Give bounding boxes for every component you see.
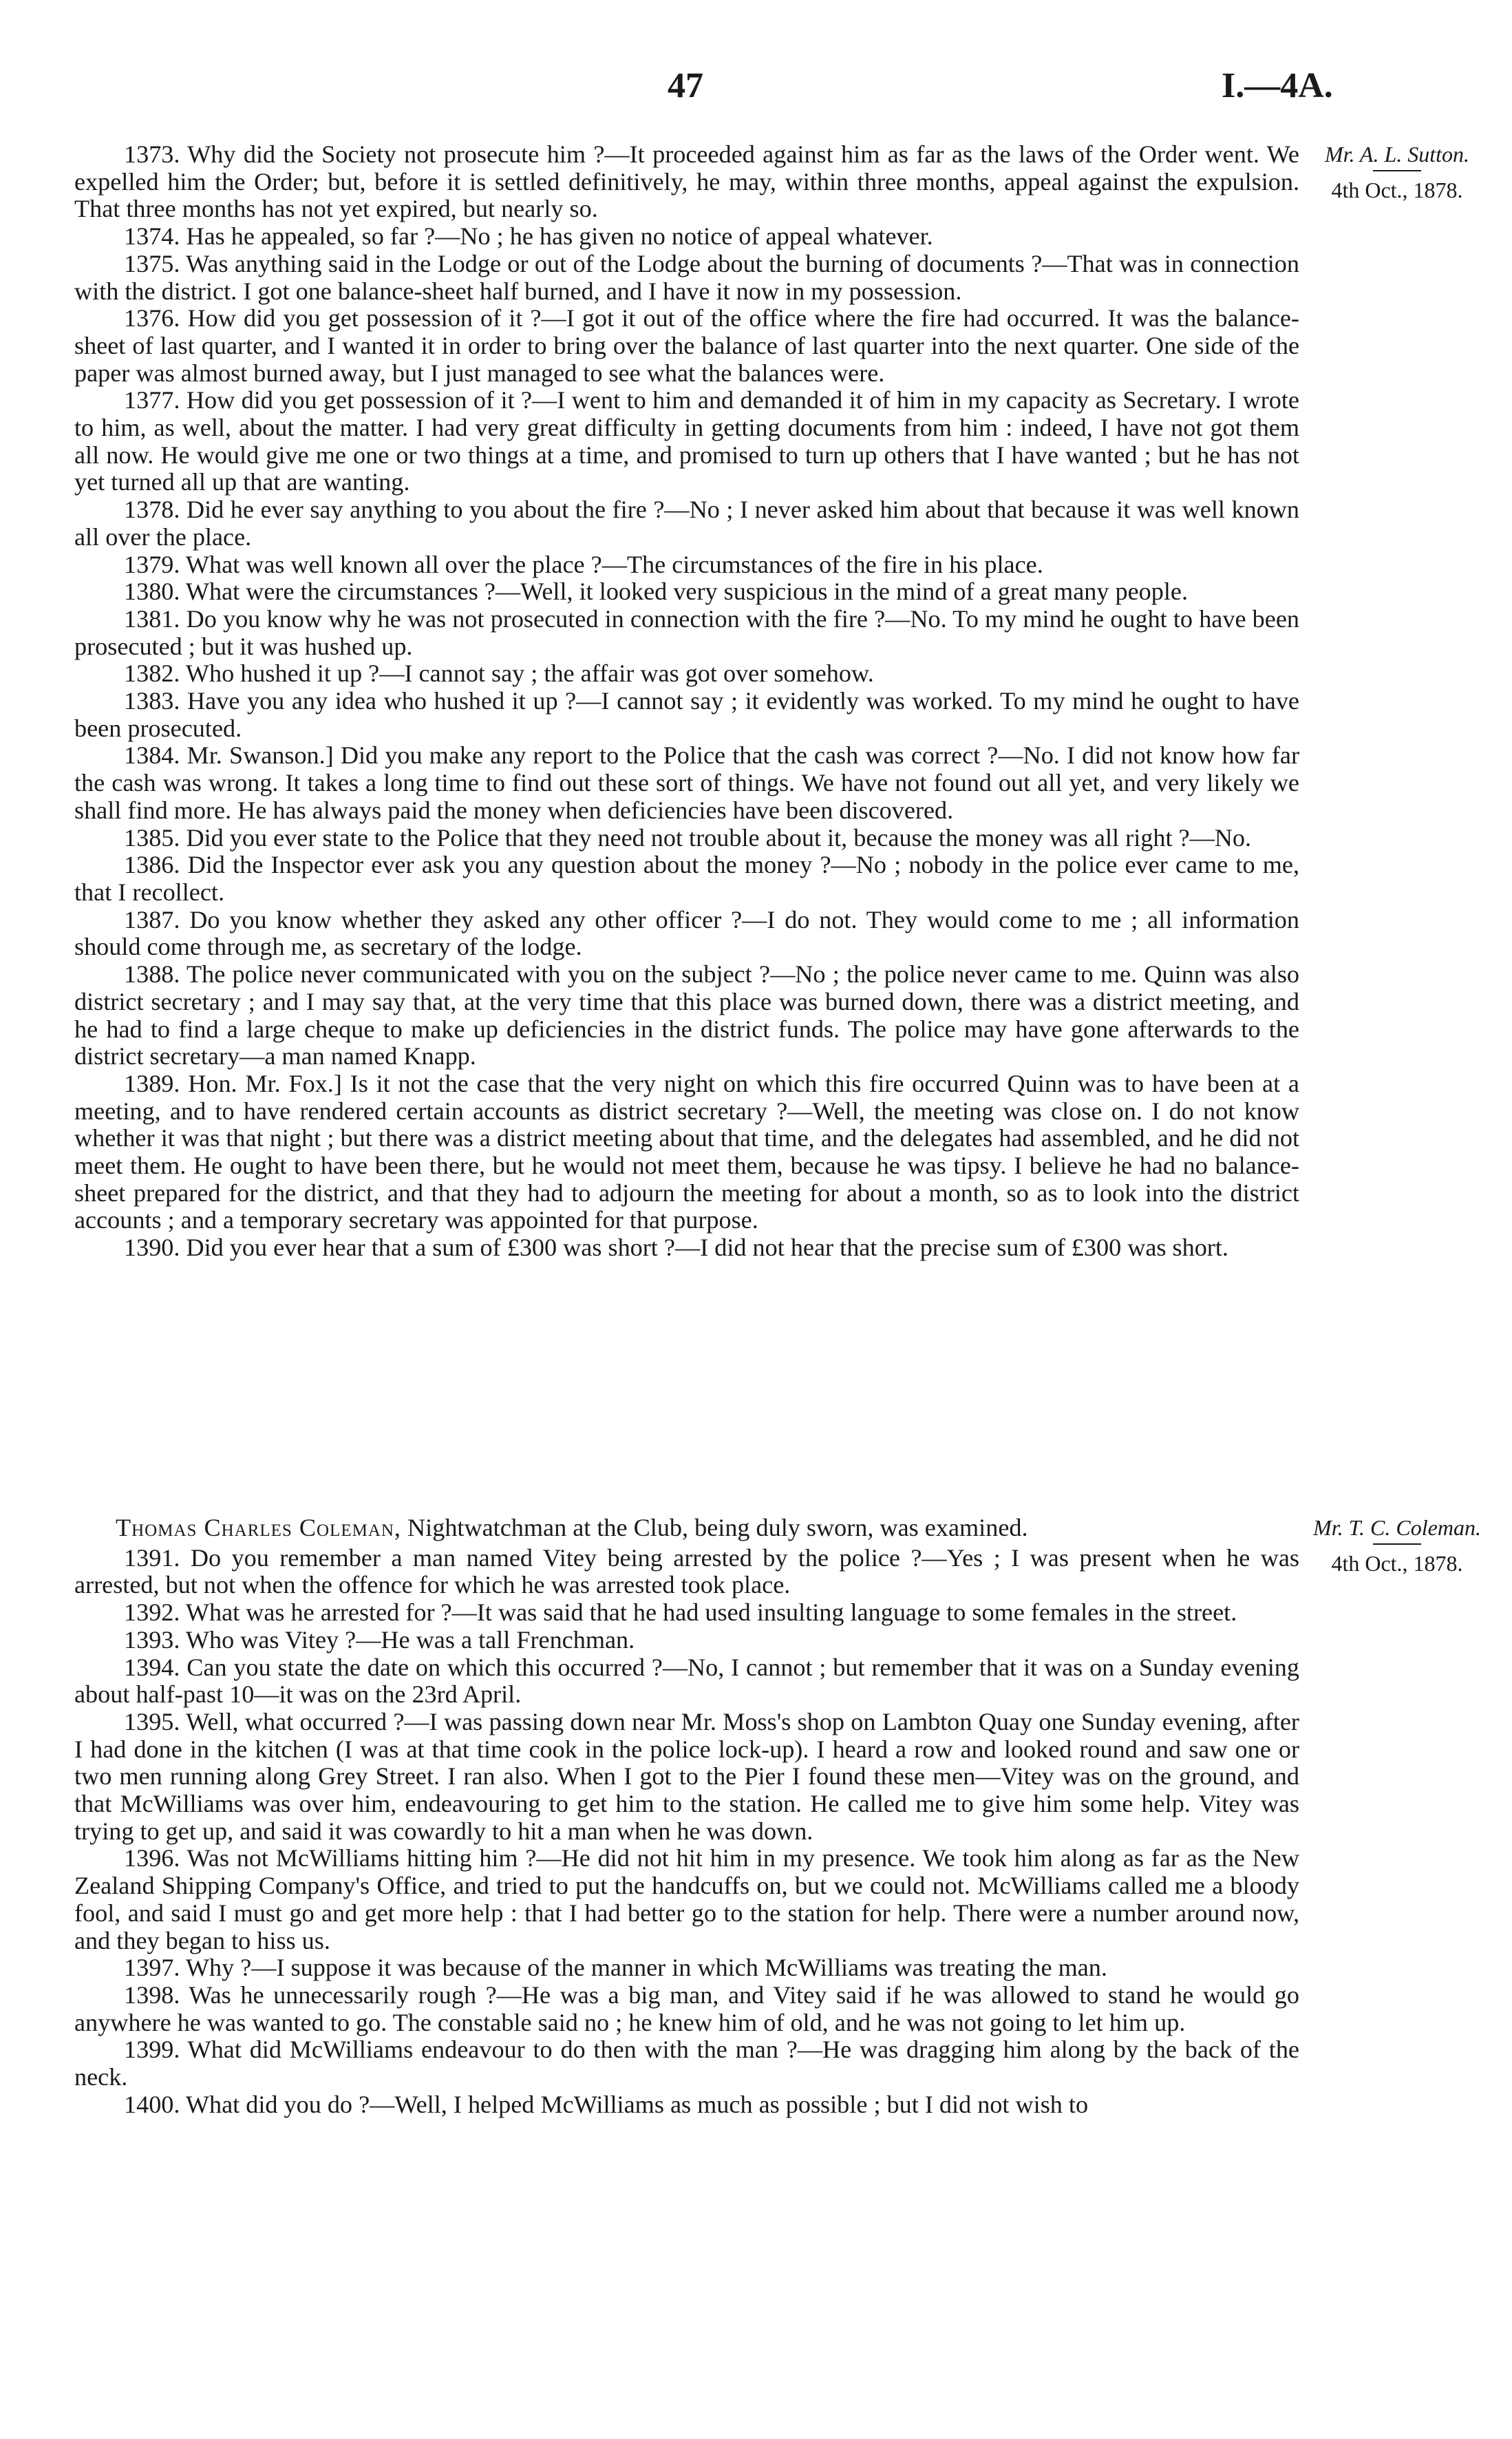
- question-1393: 1393. Who was Vitey ?—He was a tall Frenchman.: [124, 1625, 635, 1654]
- witness-intro-text: Nightwatchman at the Club, being duly sworn, was examined.: [407, 1514, 1028, 1541]
- question-1379: 1379. What was well known all over the place ?—The circumstances of the fire in his place.: [124, 550, 1043, 578]
- margin-note-witness-1: [1294, 141, 1500, 203]
- question-1394: 1394. Can you state the date on which this occurred ?—No, I cannot ; but remember that it was on a Sunday evening about half-past 10—it was on the 23rd April.: [74, 1653, 1299, 1709]
- question-1387: 1387. Do you know whether they asked any other officer ?—I do not. They would come to me ; all information should come through me, as secretary of the lodge.: [74, 905, 1299, 961]
- question-1378: 1378. Did he ever say anything to you about the fire ?—No ; I never asked him about that because it was well known all over the place.: [74, 496, 1299, 551]
- question-1381: 1381. Do you know why he was not prosecuted in connection with the fire ?—No. To my mind he ought to have been prosecuted ; but it was hushed up.: [74, 604, 1299, 660]
- margin-note-name: Mr. T. C. Coleman.: [1313, 1515, 1481, 1540]
- question-1380: 1380. What were the circumstances ?—Well, it looked very suspicious in the mind of a great many people.: [124, 578, 1189, 606]
- margin-note-date: 4th Oct., 1878.: [1331, 178, 1463, 202]
- page-header: [0, 65, 1512, 114]
- question-1377: 1377. How did you get possession of it ?—I went to him and demanded it of him in my capacity as Secretary. I wrote to him, as well, about the matter. I had very great difficulty in getting documents from him : indeed, I have not got them all now. He would give me one or two things at a time, and promised to turn up others that I have wanted ; but he has not yet turned all up that are wanting.: [74, 386, 1299, 496]
- question-1390: 1390. Did you ever hear that a sum of £300 was short ?—I did not hear that the precise sum of £300 was short.: [124, 1234, 1228, 1262]
- question-1397: 1397. Why ?—I suppose it was because of the manner in which McWilliams was treating the man.: [124, 1954, 1107, 1982]
- question-1399: 1399. What did McWilliams endeavour to do then with the man ?—He was dragging him along by the back of the neck.: [74, 2036, 1299, 2091]
- margin-note-name: Mr. A. L. Sutton.: [1324, 142, 1470, 167]
- question-1374: 1374. Has he appealed, so far ?—No ; he has given no notice of appeal whatever.: [124, 222, 933, 251]
- testimony-section-coleman: [74, 1514, 1299, 2118]
- question-1392: 1392. What was he arrested for ?—It was said that he had used insulting language to some females in the street.: [124, 1598, 1237, 1627]
- question-1400: 1400. What did you do ?—Well, I helped McWilliams as much as possible ; but I did not wish to: [124, 2090, 1089, 2118]
- question-1375: 1375. Was anything said in the Lodge or out of the Lodge about the burning of documents ?—That was in connection with the district. I got one balance-sheet half burned, and I have it now in my possession.: [74, 249, 1299, 305]
- question-1383: 1383. Have you any idea who hushed it up ?—I cannot say ; it evidently was worked. To my mind he ought to have been prosecuted.: [74, 687, 1299, 742]
- question-1388: 1388. The police never communicated with you on the subject ?—No ; the police never came to me. Quinn was also district secretary ; and I may say that, at the very time that this place was burned down, there was a district meeting, and he had to find a large cheque to make up deficiencies in the district funds. The police may have gone afterwards to the district secretary—a man named Knapp.: [74, 960, 1299, 1070]
- page-number: 47: [668, 66, 703, 105]
- question-1373: 1373. Why did the Society not prosecute him ?—It proceeded against him as far as the laws of the Order went. We expelled him the Order; but, before it is settled definitively, he may, within three months, appeal against the expulsion. That three months has not yet expired, but nearly so.: [74, 140, 1299, 223]
- testimony-section-sutton: [74, 141, 1299, 1262]
- question-1396: 1396. Was not McWilliams hitting him ?—He did not hit him in my presence. We took him along as far as the New Zealand Shipping Company's Office, and tried to put the handcuffs on, but we could not. McWilliams called me a bloody fool, and said I must go and get more help : that I had better go to the station for help. There were a number around now, and they began to hiss us.: [74, 1844, 1299, 1954]
- question-1385: 1385. Did you ever state to the Police that they need not trouble about it, because the money was all right ?—No.: [124, 823, 1252, 852]
- margin-note-rule: [1373, 1543, 1421, 1545]
- question-1398: 1398. Was he unnecessarily rough ?—He was a big man, and Vitey said if he was allowed to stand he would go anywhere he was wanted to go. The constable said no ; he knew him of old, and he was not going to let him up.: [74, 1981, 1299, 2036]
- margin-note-rule: [1373, 170, 1421, 171]
- question-1386: 1386. Did the Inspector ever ask you any question about the money ?—No ; nobody in the police ever came to me, that I recollect.: [74, 851, 1299, 906]
- witness-name: Thomas Charles Coleman,: [116, 1514, 401, 1541]
- question-1391: 1391. Do you remember a man named Vitey being arrested by the police ?—Yes ; I was present when he was arrested, but not when the offence for which he was arrested took place.: [74, 1543, 1299, 1599]
- question-1389: 1389. Hon. Mr. Fox.] Is it not the case that the very night on which this fire occurred Quinn was to have been at a meeting, and to have rendered certain accounts as district secretary ?—Well, the meeting was close on. I do not know whether it was that night ; but there was a district meeting about that time, and the delegates had assembled, and he did not meet them. He ought to have been there, but he would not meet them, because he was tipsy. I believe he had no balance-sheet prepared for the district, and that they had to adjourn the meeting for about a month, so as to look into the district accounts ; and a temporary secretary was appointed for that purpose.: [74, 1069, 1299, 1234]
- series-reference: I.—4A.: [1222, 66, 1333, 105]
- witness-introduction: [74, 1514, 1299, 1542]
- question-1395: 1395. Well, what occurred ?—I was passing down near Mr. Moss's shop on Lambton Quay one Sunday evening, after I had done in the kitchen (I was at that time cook in the police lock-up). I heard a row and looked round and saw one or two men running along Grey Street. I ran also. When I got to the Pier I found these men—Vitey was on the ground, and that McWilliams was over him, endeavouring to get him to the station. He called me to give him some help. Vitey was trying to get up, and said it was cowardly to hit a man when he was down.: [74, 1707, 1299, 1845]
- margin-note-date: 4th Oct., 1878.: [1331, 1551, 1463, 1576]
- margin-note-witness-2: [1294, 1514, 1500, 1576]
- question-1382: 1382. Who hushed it up ?—I cannot say ; the affair was got over somehow.: [124, 659, 874, 688]
- question-1384: 1384. Mr. Swanson.] Did you make any report to the Police that the cash was correct ?—No. I did not know how far the cash was wrong. It takes a long time to find out these sort of things. We have not found out all yet, and very likely we shall find more. He has always paid the money when deficiencies have been discovered.: [74, 741, 1299, 824]
- question-1376: 1376. How did you get possession of it ?—I got it out of the office where the fire had occurred. It was the balance-sheet of last quarter, and I wanted it in order to bring over the balance of last quarter into the next quarter. One side of the paper was almost burned away, but I just managed to see what the balances were.: [74, 304, 1299, 387]
